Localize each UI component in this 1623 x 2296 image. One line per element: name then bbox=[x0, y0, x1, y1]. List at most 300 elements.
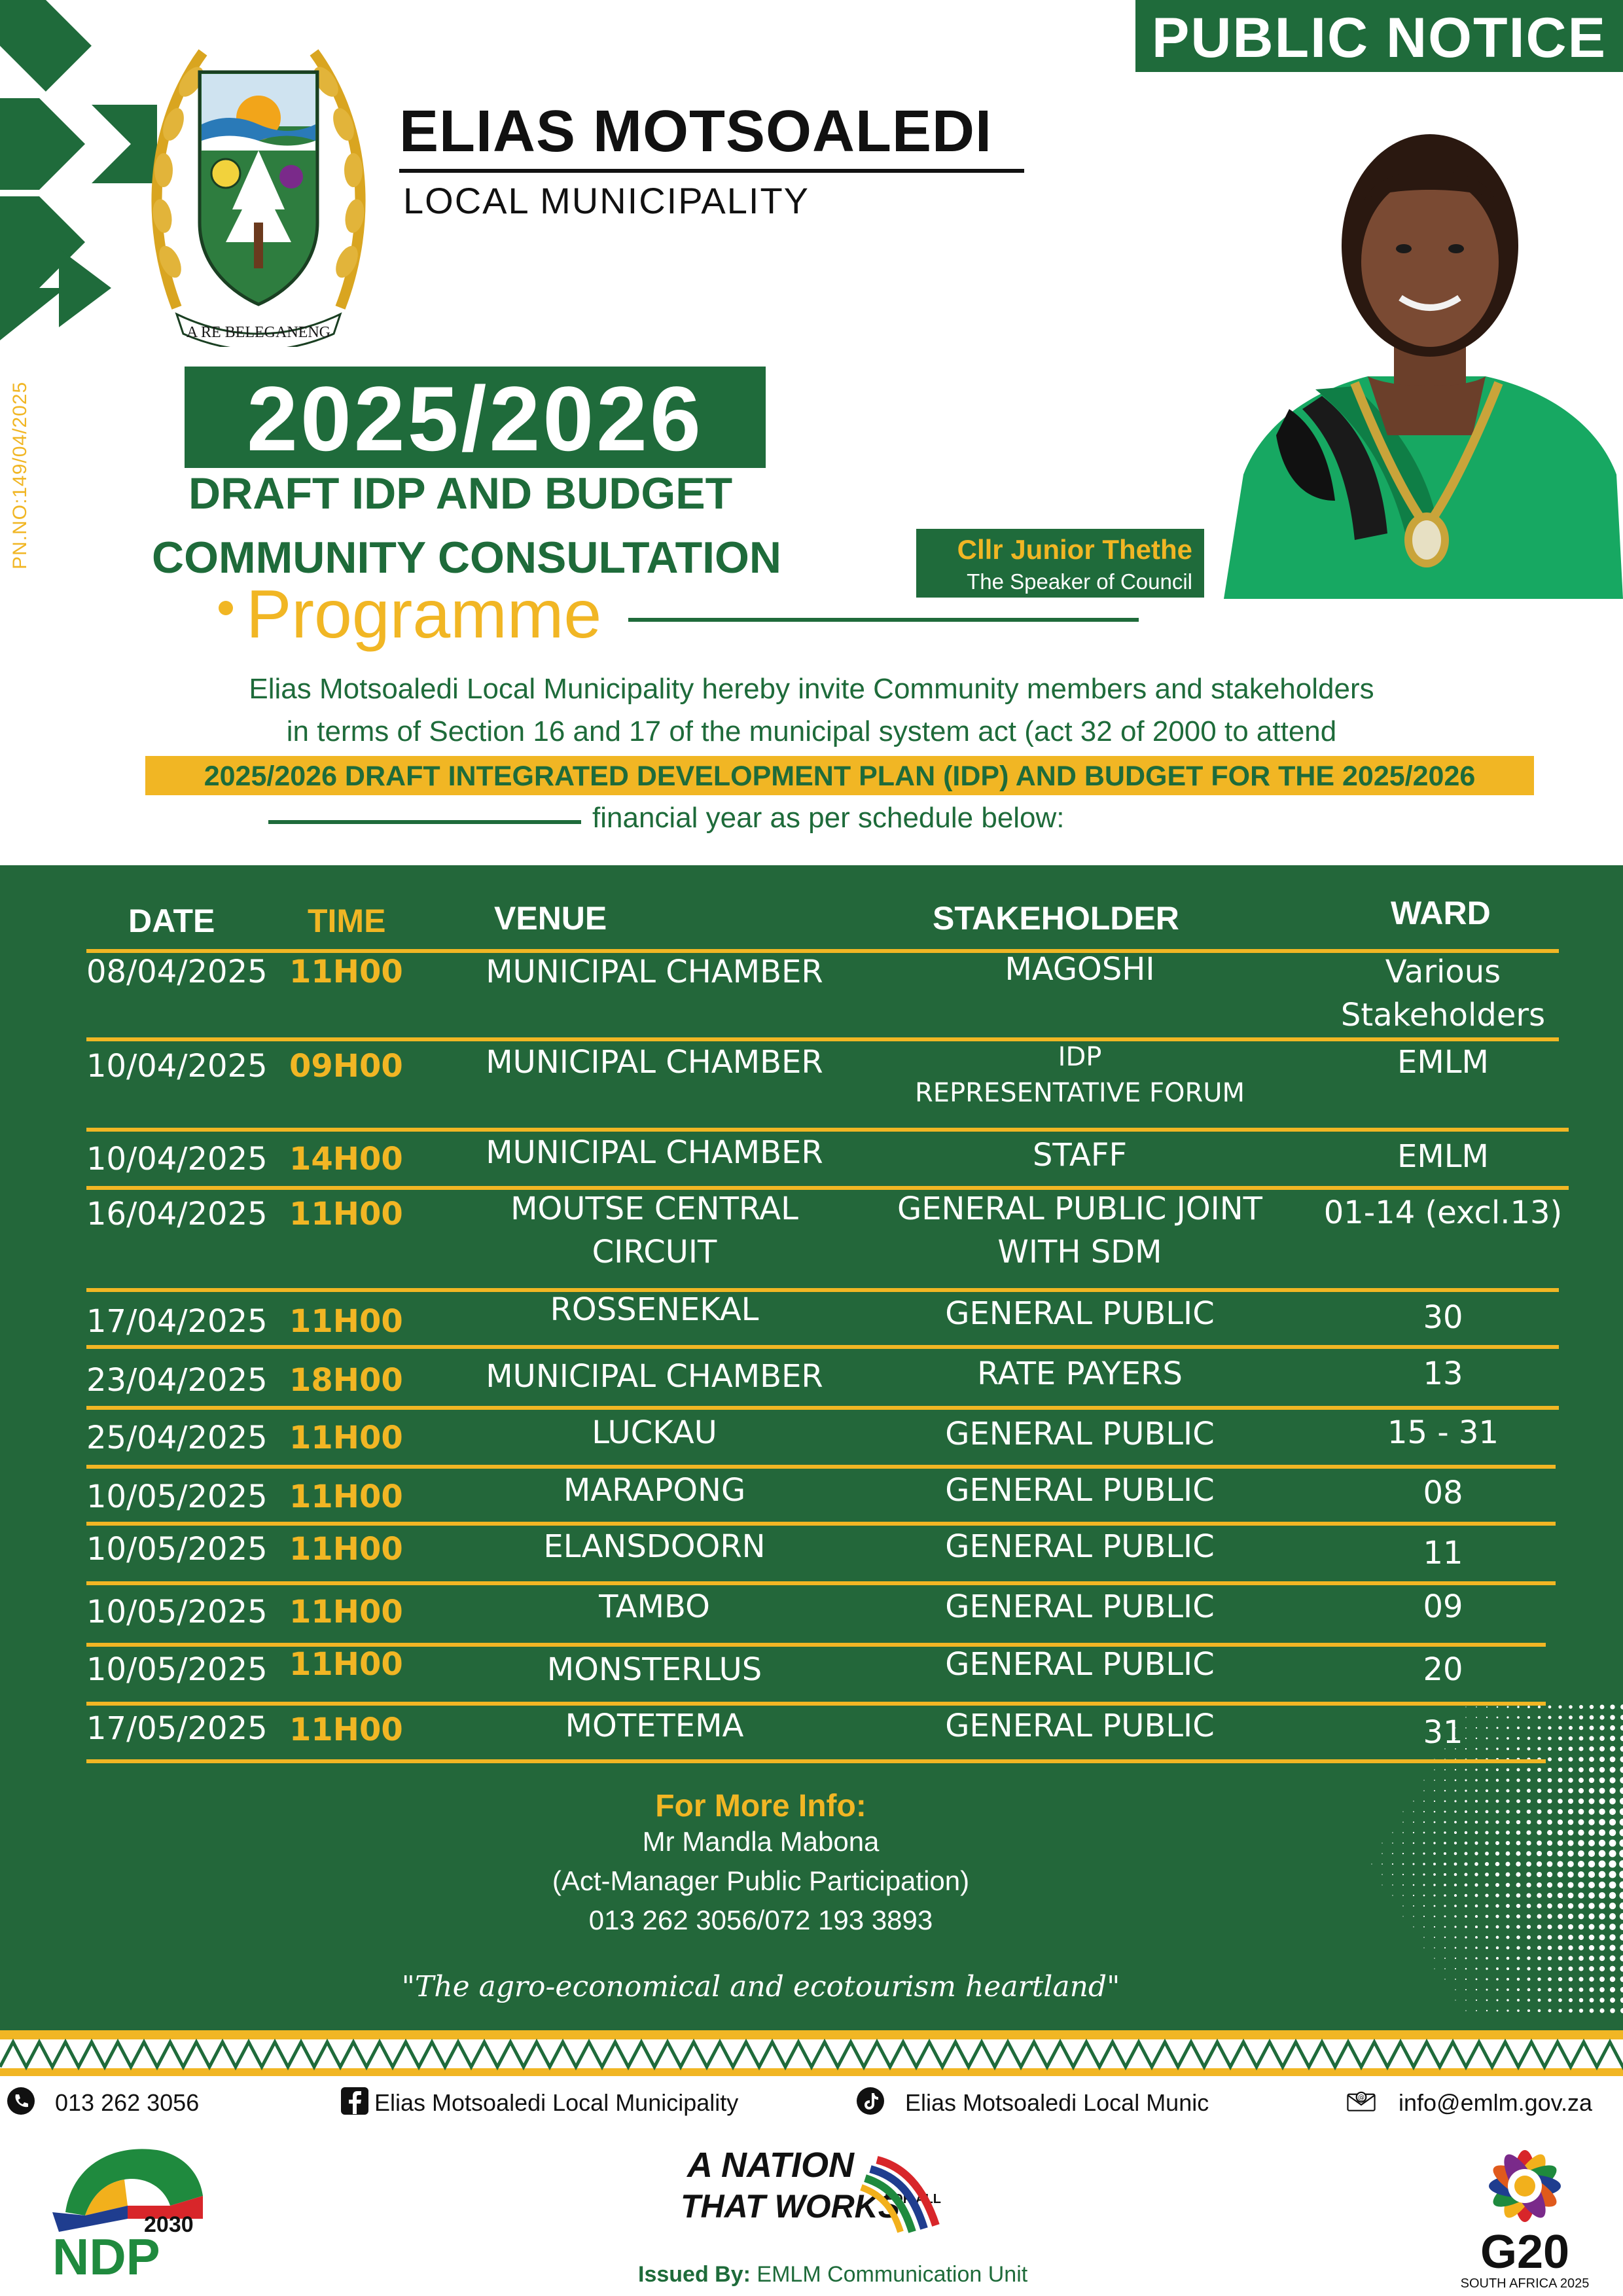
halftone-dot bbox=[1475, 1946, 1478, 1949]
halftone-dot bbox=[1455, 1968, 1456, 1969]
row-venue: MARAPONG bbox=[563, 1472, 746, 1509]
halftone-dot bbox=[1569, 1967, 1573, 1971]
halftone-dot bbox=[1578, 1871, 1584, 1878]
row-date: 10/04/2025 bbox=[86, 1048, 268, 1085]
halftone-dot bbox=[1537, 1872, 1542, 1877]
row-date: 10/05/2025 bbox=[86, 1479, 268, 1515]
halftone-dot bbox=[1527, 1789, 1531, 1793]
halftone-dot bbox=[1547, 1914, 1552, 1918]
halftone-dot bbox=[1465, 1968, 1467, 1970]
halftone-dot bbox=[1423, 1937, 1425, 1938]
halftone-dot bbox=[1610, 1757, 1616, 1763]
halftone-dot bbox=[1579, 1998, 1584, 2003]
row-time: 11H00 bbox=[289, 1196, 403, 1232]
halftone-dot bbox=[1516, 1946, 1520, 1949]
halftone-dot bbox=[1610, 2008, 1615, 2013]
g20-south-africa-logo bbox=[1440, 2130, 1610, 2294]
row-time: 11H00 bbox=[289, 1479, 403, 1515]
halftone-dot bbox=[1537, 1967, 1541, 1971]
halftone-dot bbox=[1527, 1778, 1531, 1782]
halftone-dot bbox=[1609, 1892, 1616, 1899]
halftone-dot bbox=[1609, 1808, 1616, 1815]
row-time: 11H00 bbox=[289, 1531, 403, 1568]
row-time: 09H00 bbox=[289, 1048, 403, 1085]
halftone-dot bbox=[1465, 1779, 1467, 1781]
halftone-dot bbox=[1599, 1998, 1604, 2002]
halftone-dot bbox=[1537, 1914, 1542, 1919]
halftone-dot bbox=[1619, 1839, 1623, 1846]
halftone-dot bbox=[1590, 2009, 1594, 2013]
halftone-dot bbox=[1588, 1871, 1595, 1878]
row-stakeholder: GENERAL PUBLIC bbox=[945, 1472, 1215, 1509]
halftone-dot bbox=[1578, 1977, 1583, 1981]
row-time: 14H00 bbox=[289, 1141, 403, 1177]
halftone-dot bbox=[1609, 1787, 1615, 1793]
halftone-dot bbox=[1589, 1956, 1594, 1961]
halftone-dot bbox=[1620, 1924, 1623, 1930]
halftone-dot bbox=[1620, 1934, 1623, 1941]
halftone-dot bbox=[1486, 1768, 1488, 1771]
row-venue: TAMBO bbox=[599, 1588, 710, 1625]
halftone-dot bbox=[1589, 1945, 1594, 1950]
halftone-dot bbox=[1527, 1914, 1531, 1919]
halftone-dot bbox=[1578, 1945, 1584, 1950]
row-ward: 31 bbox=[1423, 1714, 1463, 1751]
halftone-dot bbox=[1392, 1863, 1393, 1865]
halftone-dot bbox=[1610, 1715, 1615, 1720]
row-ward: 08 bbox=[1423, 1475, 1463, 1511]
halftone-dot bbox=[1610, 1998, 1615, 2003]
halftone-dot bbox=[1465, 1769, 1467, 1771]
halftone-dot bbox=[1558, 1872, 1563, 1878]
row-time: 11H00 bbox=[289, 1420, 403, 1456]
row-stakeholder: GENERAL PUBLIC bbox=[945, 1528, 1215, 1565]
halftone-dot bbox=[1578, 1767, 1584, 1772]
municipality-subtitle: LOCAL MUNICIPALITY bbox=[403, 180, 810, 221]
halftone-dot bbox=[1434, 1958, 1435, 1959]
halftone-dot bbox=[1578, 1966, 1583, 1971]
halftone-dot bbox=[1537, 1830, 1542, 1835]
municipal-crest-icon bbox=[151, 26, 366, 347]
row-time: 11H00 bbox=[289, 1712, 403, 1748]
row-ward: EMLM bbox=[1397, 1044, 1489, 1081]
svg-text:G20: G20 bbox=[1480, 2226, 1570, 2278]
facebook-icon[interactable] bbox=[340, 2087, 369, 2115]
row-date: 16/04/2025 bbox=[86, 1196, 268, 1232]
halftone-dot bbox=[1609, 1840, 1616, 1847]
svg-text:2030: 2030 bbox=[144, 2212, 194, 2237]
issued-by-label: Issued By: bbox=[638, 2262, 751, 2287]
halftone-dot bbox=[1547, 1882, 1552, 1888]
halftone-dot bbox=[1547, 1872, 1552, 1877]
intro-text-1: Elias Motsoaledi Local Municipality hereby invite Community members and stakeholders bbox=[249, 673, 1374, 705]
halftone-dot bbox=[1620, 1787, 1623, 1794]
halftone-dot bbox=[1548, 2009, 1552, 2013]
halftone-dot bbox=[1620, 1892, 1623, 1899]
halftone-dot bbox=[1558, 1705, 1561, 1708]
halftone-dot bbox=[1610, 1725, 1615, 1731]
halftone-dot bbox=[1568, 1809, 1573, 1814]
halftone-dot bbox=[1567, 1850, 1573, 1856]
row-ward: 09 bbox=[1423, 1588, 1463, 1625]
halftone-dot bbox=[1590, 1998, 1594, 2003]
row-ward: EMLM bbox=[1397, 1138, 1489, 1175]
halftone-dot bbox=[1578, 1892, 1584, 1898]
svg-text:NDP: NDP bbox=[52, 2228, 160, 2284]
halftone-dot bbox=[1444, 1958, 1446, 1959]
halftone-dot bbox=[1547, 1861, 1553, 1867]
halftone-dot bbox=[1548, 1757, 1552, 1761]
footer-email[interactable]: info@emlm.gov.za bbox=[1399, 2089, 1592, 2116]
row-ward: 11 bbox=[1423, 1535, 1463, 1571]
row-stakeholder: GENERAL PUBLIC bbox=[945, 1295, 1215, 1332]
halftone-dot bbox=[1620, 1945, 1623, 1951]
header-ward: WARD bbox=[1391, 895, 1491, 931]
halftone-dot bbox=[1455, 1958, 1456, 1959]
halftone-dot bbox=[1567, 1861, 1574, 1867]
halftone-dot bbox=[1526, 1882, 1531, 1887]
halftone-dot bbox=[1609, 1819, 1616, 1825]
halftone-dot bbox=[1588, 1903, 1594, 1909]
halftone-dot bbox=[1568, 1830, 1574, 1836]
halftone-dot bbox=[1537, 1840, 1542, 1846]
halftone-dot bbox=[1569, 1757, 1573, 1762]
halftone-dot bbox=[1599, 1850, 1606, 1857]
halftone-dot bbox=[1455, 1780, 1457, 1782]
halftone-dot bbox=[1558, 1903, 1563, 1909]
footer-facebook[interactable]: Elias Motsoaledi Local Municipality bbox=[374, 2089, 739, 2116]
halftone-dot bbox=[1558, 1945, 1562, 1950]
halftone-dot bbox=[1475, 1957, 1477, 1959]
row-time: 11H00 bbox=[289, 1594, 403, 1630]
halftone-dot bbox=[1620, 1977, 1623, 1982]
svg-text:FOR ALL: FOR ALL bbox=[885, 2192, 941, 2206]
row-ward: 30 bbox=[1423, 1299, 1463, 1336]
halftone-dot bbox=[1547, 1799, 1552, 1803]
halftone-dot bbox=[1558, 1988, 1562, 1992]
halftone-dot bbox=[1620, 1798, 1623, 1804]
halftone-dot bbox=[1599, 1819, 1605, 1825]
halftone-dot bbox=[1548, 1977, 1552, 1981]
halftone-dot bbox=[1537, 1946, 1541, 1950]
halftone-dot bbox=[1527, 1768, 1530, 1771]
halftone-dot bbox=[1507, 1768, 1510, 1772]
halftone-dot bbox=[1558, 1830, 1563, 1835]
halftone-dot bbox=[1609, 1871, 1616, 1878]
title-line-1: DRAFT IDP AND BUDGET bbox=[188, 469, 733, 518]
halftone-dot bbox=[1609, 1934, 1615, 1940]
halftone-dot bbox=[1537, 1988, 1541, 1991]
halftone-dot bbox=[1620, 1777, 1623, 1784]
halftone-dot bbox=[1599, 1767, 1605, 1773]
halftone-dot bbox=[1599, 1725, 1604, 1730]
halftone-dot bbox=[1423, 1947, 1424, 1948]
row-venue: MUNICIPAL CHAMBER bbox=[486, 1358, 823, 1395]
halftone-dot bbox=[1444, 1780, 1446, 1781]
halftone-dot bbox=[1590, 1705, 1594, 1709]
halftone-dot bbox=[1579, 2009, 1583, 2013]
footer-phone[interactable]: 013 262 3056 bbox=[55, 2089, 200, 2116]
halftone-dot bbox=[1599, 1808, 1605, 1815]
halftone-dot bbox=[1496, 1936, 1499, 1939]
row-date: 25/04/2025 bbox=[86, 1420, 268, 1456]
halftone-dot bbox=[1547, 1924, 1552, 1929]
halftone-dot bbox=[1516, 1935, 1520, 1939]
halftone-dot bbox=[1548, 1998, 1551, 2001]
halftone-dot bbox=[1548, 1967, 1552, 1971]
halftone-dot bbox=[1548, 1935, 1552, 1940]
halftone-dot bbox=[1558, 1956, 1563, 1961]
halftone-dot bbox=[1567, 1871, 1573, 1877]
header-time: TIME bbox=[308, 903, 386, 939]
halftone-dot bbox=[1537, 1778, 1541, 1782]
halftone-dot bbox=[1496, 1779, 1499, 1782]
halftone-dot bbox=[1475, 1936, 1478, 1939]
intro-text-2: in terms of Section 16 and 17 of the municipal system act (act 32 of 2000 to attend bbox=[286, 715, 1337, 747]
halftone-dot bbox=[1620, 1767, 1623, 1772]
issued-by-unit: EMLM Communication Unit bbox=[757, 2262, 1028, 2287]
halftone-dot bbox=[1568, 1788, 1573, 1793]
speaker-name: Cllr Junior Thethe bbox=[957, 534, 1192, 565]
halftone-dot bbox=[1588, 1861, 1595, 1867]
halftone-dot bbox=[1537, 1768, 1541, 1772]
halftone-dot bbox=[1444, 1968, 1446, 1969]
halftone-dot bbox=[1569, 2009, 1573, 2013]
halftone-dot bbox=[1527, 1904, 1531, 1909]
row-date: 23/04/2025 bbox=[86, 1362, 268, 1399]
halftone-dot bbox=[1620, 1715, 1623, 1720]
halftone-dot bbox=[1558, 1840, 1563, 1846]
halftone-dot bbox=[1486, 1706, 1488, 1708]
halftone-dot bbox=[1537, 1851, 1542, 1856]
halftone-dot bbox=[1578, 1757, 1583, 1761]
halftone-dot bbox=[1537, 1977, 1541, 1981]
halftone-dot bbox=[1599, 1829, 1605, 1836]
halftone-dot bbox=[1434, 1780, 1435, 1781]
halftone-dot bbox=[1567, 1882, 1573, 1888]
halftone-dot bbox=[1496, 1768, 1499, 1771]
footer-tiktok[interactable]: Elias Motsoaledi Local Munic bbox=[905, 2089, 1209, 2116]
halftone-dot bbox=[1558, 1977, 1562, 1981]
row-date: 10/05/2025 bbox=[86, 1651, 268, 1688]
halftone-dot bbox=[1619, 1881, 1623, 1888]
phone-icon bbox=[7, 2087, 35, 2115]
halftone-dot bbox=[1497, 1706, 1499, 1708]
halftone-dot bbox=[1609, 1882, 1616, 1889]
row-ward: 01-14 (excl.13) bbox=[1323, 1194, 1563, 1231]
halftone-dot bbox=[1578, 1914, 1584, 1920]
halftone-dot bbox=[1465, 1946, 1467, 1948]
bullet-icon bbox=[219, 601, 233, 615]
row-date: 10/05/2025 bbox=[86, 1531, 268, 1568]
halftone-dot bbox=[1609, 1913, 1616, 1920]
halftone-dot bbox=[1486, 1957, 1488, 1960]
halftone-dot bbox=[1588, 1829, 1595, 1836]
halftone-dot bbox=[1507, 1957, 1510, 1960]
svg-text:SOUTH AFRICA 2025: SOUTH AFRICA 2025 bbox=[1460, 2276, 1590, 2291]
intro-highlight: 2025/2026 DRAFT INTEGRATED DEVELOPMENT PLAN (IDP) AND BUDGET FOR THE 2025/2026 bbox=[145, 756, 1534, 795]
halftone-dot bbox=[1568, 1924, 1573, 1929]
row-venue: MUNICIPAL CHAMBER bbox=[486, 1044, 823, 1081]
halftone-dot bbox=[1527, 1988, 1531, 1992]
programme-heading: Programme bbox=[246, 577, 602, 653]
halftone-dot bbox=[1434, 1769, 1435, 1770]
halftone-dot bbox=[1599, 1798, 1605, 1804]
halftone-dot bbox=[1547, 1830, 1552, 1835]
halftone-dot bbox=[1506, 1935, 1509, 1939]
halftone-dot bbox=[1527, 1967, 1530, 1970]
halftone-dot bbox=[1589, 1746, 1594, 1751]
halftone-dot bbox=[1526, 1840, 1531, 1845]
halftone-dot bbox=[1537, 1903, 1541, 1908]
ndp-2030-logo bbox=[46, 2134, 209, 2284]
svg-text:@: @ bbox=[1357, 2093, 1365, 2102]
halftone-dot bbox=[1548, 1778, 1552, 1783]
halftone-dot bbox=[1588, 1850, 1595, 1857]
halftone-dot bbox=[1537, 1935, 1541, 1939]
halftone-dot bbox=[1465, 1936, 1467, 1938]
halftone-dot bbox=[1610, 1736, 1615, 1741]
halftone-dot bbox=[1610, 1746, 1615, 1751]
halftone-dot bbox=[1589, 1767, 1594, 1772]
halftone-dot bbox=[1434, 1937, 1435, 1938]
row-venue: MUNICIPAL CHAMBER bbox=[486, 954, 823, 990]
halftone-dot bbox=[1578, 1820, 1584, 1825]
halftone-dot bbox=[1578, 1840, 1584, 1846]
row-time: 11H00 bbox=[289, 1303, 403, 1340]
info-heading: For More Info: bbox=[655, 1789, 866, 1823]
tiktok-icon[interactable] bbox=[856, 2087, 885, 2115]
halftone-dot bbox=[1609, 1945, 1615, 1950]
halftone-dot bbox=[1455, 1937, 1457, 1939]
halftone-dot bbox=[1610, 1956, 1616, 1962]
row-stakeholder: IDP REPRESENTATIVE FORUM bbox=[914, 1042, 1245, 1109]
halftone-dot bbox=[1599, 1945, 1605, 1951]
halftone-dot bbox=[1547, 1840, 1552, 1846]
chevron-pattern bbox=[0, 0, 157, 340]
halftone-dot bbox=[1578, 1935, 1584, 1940]
halftone-dot bbox=[1486, 2010, 1488, 2011]
halftone-dot bbox=[1599, 1987, 1605, 1992]
halftone-dot bbox=[1610, 1704, 1614, 1709]
halftone-dot bbox=[1558, 1788, 1562, 1793]
halftone-dot bbox=[1579, 1988, 1584, 1992]
halftone-dot bbox=[1526, 1872, 1531, 1877]
halftone-dot bbox=[1599, 1913, 1605, 1920]
halftone-dot bbox=[1476, 1706, 1477, 1708]
halftone-dot bbox=[1382, 1863, 1383, 1865]
row-venue: ELANSDOORN bbox=[543, 1528, 766, 1565]
halftone-dot bbox=[1568, 1903, 1574, 1909]
halftone-dot bbox=[1589, 1799, 1595, 1804]
halftone-dot bbox=[1548, 1789, 1552, 1793]
intro-text-3: financial year as per schedule below: bbox=[592, 802, 1065, 834]
halftone-dot bbox=[1558, 2009, 1561, 2012]
halftone-dot bbox=[1558, 1851, 1563, 1857]
row-venue: ROSSENEKAL bbox=[550, 1291, 759, 1328]
halftone-dot bbox=[1516, 1778, 1520, 1782]
halftone-dot bbox=[1599, 1956, 1605, 1962]
halftone-dot bbox=[1526, 1851, 1531, 1856]
row-ward: Various Stakeholders bbox=[1340, 954, 1546, 1034]
row-venue: MOUTSE CENTRAL CIRCUIT bbox=[510, 1191, 798, 1271]
halftone-dot bbox=[1599, 1757, 1605, 1762]
row-time: 11H00 bbox=[289, 954, 403, 990]
halftone-dot bbox=[1620, 1819, 1623, 1826]
halftone-dot bbox=[1517, 2009, 1520, 2012]
halftone-dot bbox=[1568, 1767, 1573, 1772]
row-divider bbox=[86, 1406, 1559, 1410]
halftone-dot bbox=[1568, 1799, 1573, 1804]
row-date: 17/04/2025 bbox=[86, 1303, 268, 1340]
halftone-dot bbox=[1434, 1968, 1435, 1969]
halftone-dot bbox=[1568, 1956, 1573, 1960]
halftone-dot bbox=[1579, 1705, 1583, 1709]
halftone-dot bbox=[1538, 1706, 1541, 1708]
intro-rule bbox=[268, 820, 581, 824]
halftone-dot bbox=[1558, 1967, 1563, 1971]
halftone-dot bbox=[1537, 1820, 1541, 1824]
halftone-dot bbox=[1599, 1736, 1605, 1741]
halftone-dot bbox=[1610, 1987, 1615, 1992]
halftone-dot bbox=[1599, 1715, 1604, 1719]
halftone-dot bbox=[1610, 1966, 1616, 1972]
halftone-dot bbox=[1610, 1977, 1615, 1982]
halftone-dot bbox=[1527, 1935, 1531, 1939]
halftone-dot bbox=[1547, 1820, 1552, 1825]
halftone-dot bbox=[1590, 1715, 1594, 1720]
contact-bar bbox=[0, 2076, 1623, 2128]
halftone-dot bbox=[1537, 1925, 1542, 1929]
header-date: DATE bbox=[128, 903, 215, 939]
row-date: 08/04/2025 bbox=[86, 954, 268, 990]
halftone-dot bbox=[1547, 1809, 1552, 1814]
halftone-dot bbox=[1578, 1956, 1584, 1961]
halftone-dot bbox=[1620, 1913, 1623, 1920]
halftone-dot bbox=[1558, 1893, 1563, 1898]
halftone-dot bbox=[1578, 1850, 1584, 1857]
row-stakeholder: GENERAL PUBLIC bbox=[945, 1588, 1215, 1625]
halftone-dot bbox=[1589, 1757, 1594, 1762]
row-venue: MONSTERLUS bbox=[546, 1651, 762, 1688]
row-venue: LUCKAU bbox=[592, 1414, 717, 1451]
halftone-dot bbox=[1620, 1704, 1623, 1710]
halftone-dot bbox=[1578, 1882, 1584, 1888]
halftone-dot bbox=[1434, 1947, 1435, 1948]
halftone-dot bbox=[1527, 1706, 1530, 1708]
zigzag-border bbox=[0, 2030, 1623, 2076]
programme-rule bbox=[628, 618, 1139, 622]
halftone-dot bbox=[1558, 1757, 1563, 1762]
speaker-caption bbox=[916, 529, 1204, 598]
halftone-dot bbox=[1578, 1788, 1584, 1793]
halftone-dot bbox=[1619, 1871, 1623, 1878]
halftone-dot bbox=[1486, 1936, 1488, 1939]
halftone-dot bbox=[1526, 1893, 1531, 1897]
header-venue: VENUE bbox=[494, 900, 607, 937]
halftone-dot bbox=[1609, 1829, 1616, 1837]
halftone-dot bbox=[1444, 1769, 1446, 1770]
halftone-dot bbox=[1527, 1820, 1531, 1825]
halftone-dot bbox=[1547, 1903, 1552, 1909]
halftone-dot bbox=[1568, 1935, 1573, 1940]
halftone-dot bbox=[1609, 1777, 1615, 1783]
halftone-dot bbox=[1558, 1924, 1563, 1929]
halftone-dot bbox=[1558, 1809, 1563, 1814]
halftone-dot bbox=[1588, 1913, 1594, 1919]
halftone-dot bbox=[1558, 1998, 1562, 2002]
halftone-dot bbox=[1558, 1935, 1562, 1939]
